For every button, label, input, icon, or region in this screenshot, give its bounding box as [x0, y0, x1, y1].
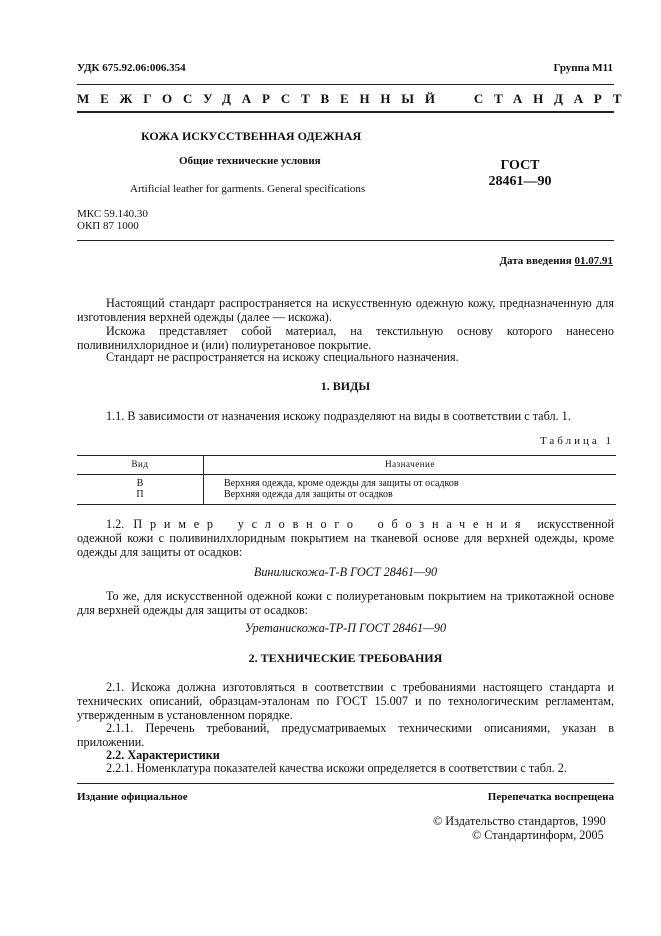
table-1-caption: Таблица 1	[539, 435, 614, 447]
group-code: Группа М11	[553, 62, 613, 74]
intro-date-value: 01.07.91	[574, 255, 613, 267]
section-2-heading: 2. ТЕХНИЧЕСКИЕ ТРЕБОВАНИЯ	[248, 651, 443, 665]
paragraph-1-2-text: искусственной одежной кожи с поливинилхлоридным покрытием на тканевой основе для верхней одежды, кроме одежды для защиты от осадков:	[77, 517, 615, 559]
paragraph-1-2	[77, 517, 614, 559]
section-1-heading: 1. ВИДЫ	[320, 379, 371, 393]
paragraph-1-1: 1.1. В зависимости от назначения искожу подразделяют на виды в соответствии с табл. 1.	[106, 409, 571, 423]
table-row	[77, 475, 616, 490]
intro-date-label: Дата введения	[499, 255, 572, 267]
table-cell-purpose: Верхняя одежда, кроме одежды для защиты от осадков	[224, 478, 459, 489]
table-row	[77, 489, 616, 505]
intro-paragraph-1: Настоящий стандарт распространяется на искусственную одежную кожу, предназначенную для изготовления верхней одежды (далее — искожа).	[77, 296, 614, 324]
okp-code: ОКП 87 1000	[77, 220, 139, 232]
document-title: КОЖА ИСКУССТВЕННАЯ ОДЕЖНАЯ	[141, 129, 362, 143]
subsection-2-2-heading: 2.2. Характеристики	[106, 748, 220, 762]
paragraph-2-1: 2.1. Искожа должна изготовляться в соответствии с требованиями настоящего стандарта и технических описаний, образцам-эталонам по ГОСТ 15.007 и по технологическим регламентам, утвержденным в установленном порядке.	[77, 680, 614, 722]
paragraph-1-2-number: 1.2.	[106, 517, 125, 531]
table-cell-purpose: Верхняя одежда для защиты от осадков	[224, 489, 393, 500]
copyright-2005: © Стандартинформ, 2005	[472, 828, 604, 842]
table-header-cell: Назначение	[385, 459, 435, 469]
title-rule	[77, 240, 614, 241]
copyright-1990: © Издательство стандартов, 1990	[433, 814, 606, 828]
introduction-date	[499, 255, 613, 267]
paragraph-2-1-1: 2.1.1. Перечень требований, предусматриваемых техническими описаниями, указан в приложении.	[77, 721, 614, 749]
gost-label: ГОСТ	[500, 158, 540, 173]
designation-example-1: Винилискожа-Т-В ГОСТ 28461—90	[253, 565, 438, 579]
udk-code: УДК 675.92.06:006.354	[77, 62, 186, 74]
standard-banner: МЕЖГОСУДАРСТВЕННЫЙ СТАНДАРТ	[77, 91, 633, 106]
document-subtitle: Общие технические условия	[179, 155, 321, 167]
top-rule	[77, 84, 614, 85]
table-cell-kind: В	[77, 475, 204, 490]
reprint-prohibited: Перепечатка воспрещена	[487, 791, 614, 803]
official-edition: Издание официальное	[77, 791, 188, 803]
gost-number: 28461—90	[488, 174, 552, 189]
intro-paragraph-2: Искожа представляет собой материал, на текстильную основу которого нанесено поливинилхлоридное и (или) полиуретановое покрытие.	[77, 324, 614, 352]
example-label-spaced: Пример условного обозначения	[133, 517, 529, 531]
mks-code: МКС 59.140.30	[77, 208, 148, 220]
designation-example-2: Уретанискожа-ТР-П ГОСТ 28461—90	[244, 621, 447, 635]
banner-rule	[77, 111, 614, 113]
paragraph-2-2-1: 2.2.1. Номенклатура показателей качества искожи определяется в соответствии с табл. 2.	[106, 761, 567, 775]
english-title: Artificial leather for garments. General specifications	[130, 183, 366, 195]
intro-paragraph-3: Стандарт не распространяется на искожу специального назначения.	[106, 350, 459, 364]
table-1	[77, 455, 616, 505]
table-header-row	[77, 456, 616, 475]
footer-rule	[77, 783, 614, 784]
paragraph-same: То же, для искусственной одежной кожи с полиуретановым покрытием на трикотажной основе для верхней одежды для защиты от осадков:	[77, 589, 614, 617]
table-cell-kind: П	[77, 489, 204, 505]
table-header-cell: Вид	[77, 456, 204, 475]
